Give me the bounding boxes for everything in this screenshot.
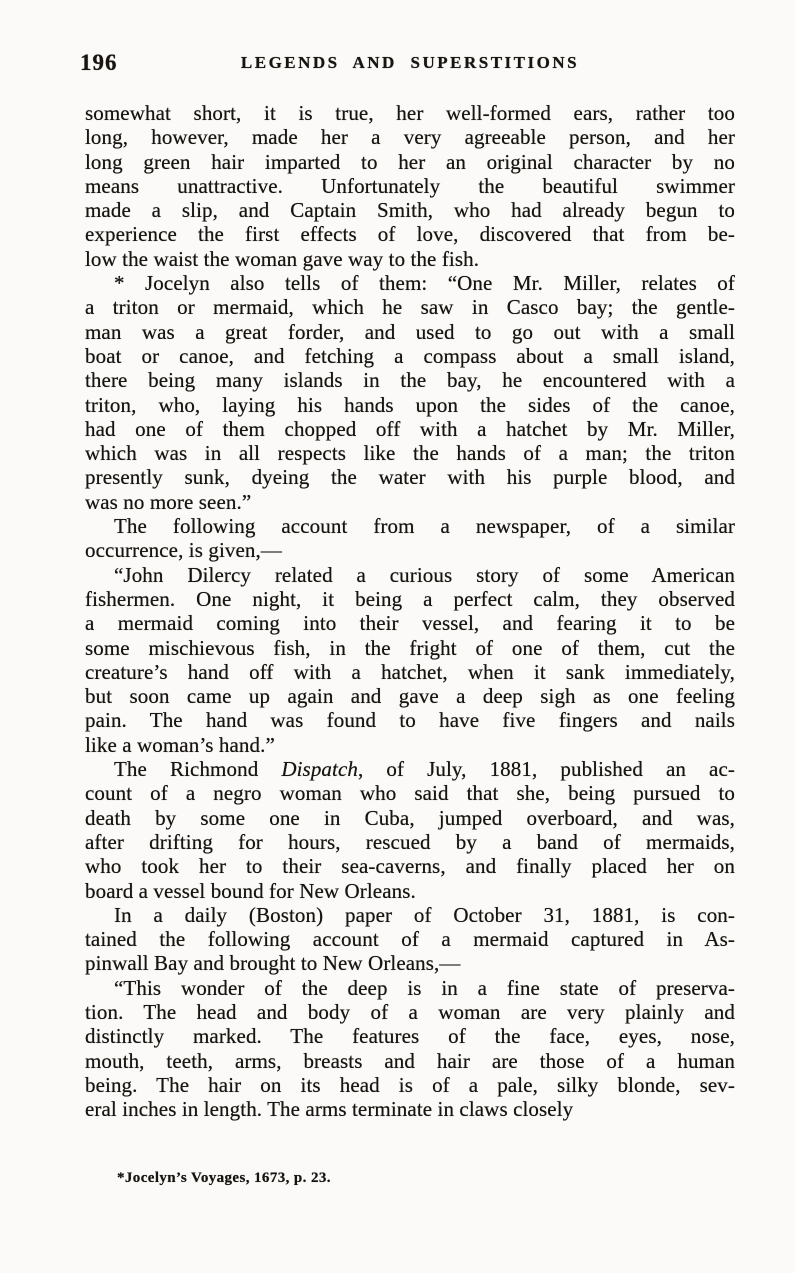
running-header — [80, 50, 735, 78]
text-line: triton, who, laying his hands upon the sides of the canoe, — [85, 392, 735, 417]
text-line: man was a great forder, and used to go out with a small — [85, 319, 735, 344]
text-line: boat or canoe, and fetching a compass about a small island, — [85, 343, 735, 368]
text-line: pinwall Bay and brought to New Orleans,— — [85, 951, 461, 976]
text-line: fishermen. One night, it being a perfect calm, they observed — [85, 586, 735, 611]
text-line: was no more seen.” — [85, 489, 252, 514]
paragraph — [85, 514, 735, 563]
paragraph — [85, 903, 735, 976]
text-line: like a woman’s hand.” — [85, 732, 275, 757]
text-line: somewhat short, it is true, her well-formed ears, rather too — [85, 101, 735, 125]
text-line: low the waist the woman gave way to the fish. — [85, 246, 480, 271]
footnote: *Jocelyn’s Voyages, 1673, p. 23. — [117, 1170, 331, 1186]
text-line: tion. The head and body of a woman are very plainly and — [85, 999, 735, 1024]
text-line: “John Dilercy related a curious story of some American — [114, 562, 735, 587]
text-line: * Jocelyn also tells of them: “One Mr. Miller, relates of — [114, 271, 735, 296]
text-line: creature’s hand off with a hatchet, when it sank immediately, — [85, 659, 735, 684]
text-block — [85, 101, 735, 1121]
text-line: a triton or mermaid, which he saw in Casco bay; the gentle- — [85, 295, 735, 320]
text-line: board a vessel bound for New Orleans. — [85, 878, 416, 903]
text-line: The Richmond Dispatch, of July, 1881, published an ac- — [114, 757, 735, 782]
text-line: “This wonder of the deep is in a fine state of preserva- — [114, 975, 735, 1000]
text-line: death by some one in Cuba, jumped overboard, and was, — [85, 805, 735, 830]
text-line: made a slip, and Captain Smith, who had already begun to — [85, 198, 735, 223]
text-line: experience the first effects of love, discovered that from be- — [85, 222, 735, 247]
text-line: who took her to their sea-caverns, and finally placed her on — [85, 854, 735, 879]
text-line: mouth, teeth, arms, breasts and hair are those of a human — [85, 1048, 735, 1073]
running-title: LEGENDS AND SUPERSTITIONS — [240, 53, 580, 72]
text-line: distinctly marked. The features of the face, eyes, nose, — [85, 1024, 735, 1049]
text-line: eral inches in length. The arms terminate in claws closely — [85, 1097, 574, 1122]
paragraph — [85, 563, 735, 757]
text-line: count of a negro woman who said that she, being pursued to — [85, 781, 735, 806]
text-line: long green hair imparted to her an original character by no — [85, 149, 735, 174]
paragraph — [85, 757, 735, 903]
text-line: occurrence, is given,— — [85, 538, 282, 563]
text-line: means unattractive. Unfortunately the beautiful swimmer — [85, 173, 735, 198]
text-line: In a daily (Boston) paper of October 31, 1881, is con- — [114, 902, 735, 927]
text-line: there being many islands in the bay, he encountered with a — [85, 368, 735, 393]
text-line: which was in all respects like the hands of a man; the triton — [85, 441, 735, 466]
text-line: being. The hair on its head is of a pale, silky blonde, sev- — [85, 1072, 735, 1097]
text-line: long, however, made her a very agreeable person, and her — [85, 125, 735, 150]
paragraph — [85, 976, 735, 1122]
text-line: but soon came up again and gave a deep sigh as one feeling — [85, 684, 735, 709]
text-line: presently sunk, dyeing the water with his purple blood, and — [85, 465, 735, 490]
paragraph — [85, 271, 735, 514]
text-line: after drifting for hours, rescued by a band of mermaids, — [85, 829, 735, 854]
text-line: tained the following account of a mermaid captured in As- — [85, 927, 735, 952]
paragraph — [85, 101, 735, 271]
text-line: some mischievous fish, in the fright of one of them, cut the — [85, 635, 735, 660]
page-number: 196 — [80, 50, 118, 75]
text-line: had one of them chopped off with a hatchet by Mr. Miller, — [85, 416, 735, 441]
text-line: pain. The hand was found to have five fingers and nails — [85, 708, 735, 733]
text-line: a mermaid coming into their vessel, and fearing it to be — [85, 611, 735, 636]
text-line: The following account from a newspaper, of a similar — [114, 514, 735, 539]
